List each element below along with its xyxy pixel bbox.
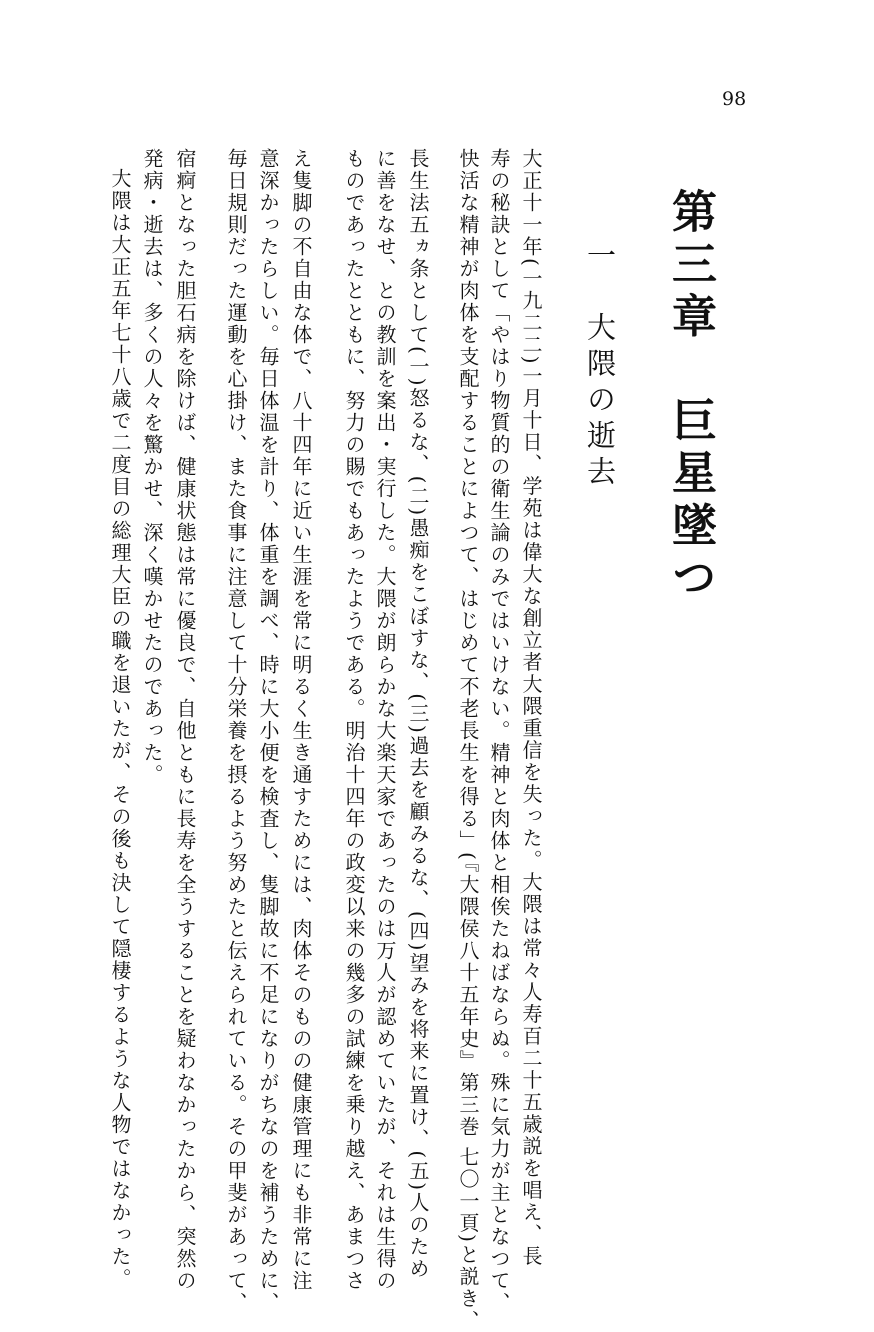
body-line: え隻脚の不自由な体で、八十四年に近い生涯を常に明るく生き通すためには、肉体そのものの健康管理にも非常に注: [289, 148, 313, 1292]
section-title: 一 大隈の逝去: [583, 240, 617, 492]
body-line: 大隈は大正五年七十八歳で二度目の総理大臣の職を退いたが、その後も決して隠棲するような人物ではなかった。: [108, 168, 132, 1290]
chapter-title: 第三章 巨星墜つ: [664, 188, 717, 606]
body-line: 寿の秘訣として「やはり物質的の衛生論のみではいけない。精神と肉体と相俟たねばならぬ。殊に気力が主となつて、: [487, 148, 511, 1314]
page-number: 98: [722, 88, 747, 110]
body-line: 発病・逝去は、多くの人々を驚かせ、深く嘆かせたのであった。: [140, 148, 164, 786]
body-line: 大正十一年(一九二二)一月十日、学苑は偉大な創立者大隈重信を失った。大隈は常々人寿百二十五歳説を唱え、長: [519, 148, 543, 1268]
body-line: 快活な精神が肉体を支配することによつて、はじめて不老長生を得る」(『大隈侯八十五年史』第三巻 七〇一頁)と説き、: [456, 148, 480, 1332]
body-line: に善をなせ、との教訓を案出・実行した。大隈が朗らかな大楽天家であったのは万人が認めていたが、それは生得の: [373, 148, 397, 1292]
body-line: ものであったとともに、努力の賜でもあったようである。明治十四年の政変以来の幾多の試練を乗り越え、あまつさ: [342, 148, 366, 1292]
body-line: 宿痾となった胆石病を除けば、健康状態は常に優良で、自他ともに長寿を全うすることを疑わなかったから、突然の: [173, 148, 197, 1292]
body-line: 毎日規則だった運動を心掛け、また食事に注意して十分栄養を摂るよう努めたと伝えられている。その甲斐があって、: [224, 148, 248, 1314]
body-line: 意深かったらしい。毎日体温を計り、体重を調べ、時に大小便を検査し、隻脚故に不足になりがちなのを補うために、: [256, 148, 280, 1314]
body-line: 長生法五ヵ条として(一)怒るな、(二)愚痴をこぼすな、(三)過去を顧みるな、(四)望みを将来に置け、(五)人のため: [406, 148, 430, 1281]
